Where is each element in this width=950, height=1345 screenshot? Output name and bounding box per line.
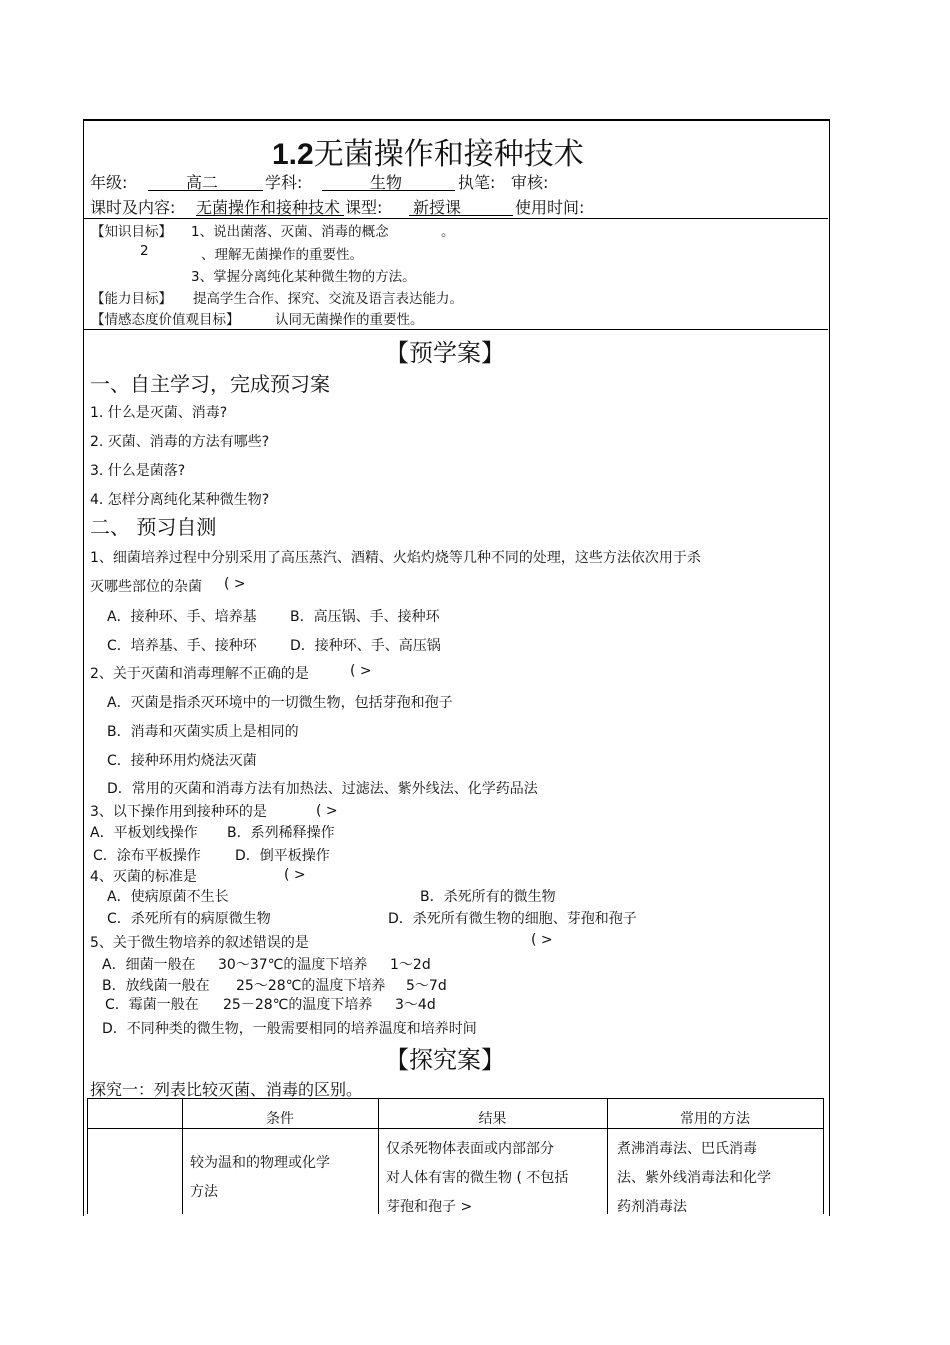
test5-option-a-3: 1～2d (390, 957, 431, 973)
emotion-text: 认同无菌操作的重要性。 (275, 312, 424, 328)
test1-option-c: C．培养基、手、接种环 (107, 638, 257, 654)
test1-option-a: A．接种环、手、培养基 (107, 609, 257, 625)
time-label: 使用时间: (515, 198, 585, 217)
preview-section-2: 二、 预习自测 (90, 515, 217, 539)
table-header-result: 结果 (478, 1111, 507, 1127)
table-header-condition: 条件 (266, 1111, 294, 1127)
grade-label: 年级: (90, 173, 128, 192)
test3-paren: ( > (316, 803, 338, 819)
subject-value: 生物 (370, 173, 403, 192)
test3-option-c: C．涂布平板操作 (93, 848, 201, 864)
explore-heading: 【探究案】 (385, 1046, 505, 1074)
knowledge-2-num: 2 (140, 243, 149, 259)
preview-q4: 4. 怎样分离纯化某种微生物? (90, 492, 270, 508)
preview-q1: 1. 什么是灭菌、消毒? (90, 405, 228, 421)
test3-option-a: A．平板划线操作 (90, 825, 198, 841)
test1-option-b: B．高压锅、手、接种环 (290, 609, 440, 625)
page-title (272, 129, 584, 173)
table-cell-result-line1: 仅杀死物体表面或内部部分 (386, 1141, 554, 1157)
table-col-line-0 (87, 1098, 88, 1214)
test2-question: 2、关于灭菌和消毒理解不正确的是 (90, 666, 309, 682)
test4-option-c: C．杀死所有的病原微生物 (107, 911, 271, 927)
table-cell-condition-line1: 较为温和的物理或化学 (190, 1155, 330, 1171)
test1-line1: 1、细菌培养过程中分别采用了高压蒸汽、酒精、火焰灼烧等几种不同的处理，这些方法依次用于杀 (90, 550, 701, 566)
test4-option-d: D．杀死所有微生物的细胞、芽孢和孢子 (388, 911, 637, 927)
test5-question: 5、关于微生物培养的叙述错误的是 (90, 935, 309, 951)
test1-paren: ( > (224, 576, 246, 592)
title-number: 1.2 (272, 138, 314, 171)
emotion-label: 【情感态度价值观目标】 (91, 312, 240, 328)
knowledge-1: 1、说出菌落、灭菌、消毒的概念 (191, 224, 389, 240)
content-label: 课时及内容: (90, 198, 176, 217)
preview-heading: 【预学案】 (385, 339, 505, 367)
test2-option-a: A．灭菌是指杀灭环境中的一切微生物，包括芽孢和孢子 (107, 695, 453, 711)
subject-label: 学科: (265, 173, 303, 192)
test5-option-a-2: 30～37℃的温度下培养 (218, 957, 368, 973)
test5-option-a-1: A．细菌一般在 (102, 957, 196, 973)
test3-question: 3、以下操作用到接种环的是 (90, 804, 267, 820)
author-label: 执笔: (458, 173, 496, 192)
knowledge-2: 、理解无菌操作的重要性。 (201, 247, 363, 263)
table-cell-condition-line2: 方法 (190, 1184, 218, 1200)
table-cell-result-line2: 对人体有害的微生物 ( 不包括 (386, 1170, 569, 1186)
test1-line2: 灭哪些部位的杂菌 (90, 579, 202, 595)
knowledge-1-end: 。 (441, 224, 455, 240)
preview-q2: 2. 灭菌、消毒的方法有哪些? (90, 434, 270, 450)
test2-option-b: B．消毒和灭菌实质上是相同的 (107, 724, 299, 740)
test2-option-d: D．常用的灭菌和消毒方法有加热法、过滤法、紫外线法、化学药品法 (107, 781, 538, 797)
test5-option-d: D．不同种类的微生物，一般需要相同的培养温度和培养时间 (102, 1021, 477, 1037)
grade-value: 高二 (186, 173, 219, 192)
table-cell-method-line2: 法、紫外线消毒法和化学 (617, 1170, 771, 1186)
test3-option-d: D．倒平板操作 (235, 848, 330, 864)
knowledge-label: 【知识目标】 (91, 224, 172, 240)
type-label: 课型: (345, 198, 383, 217)
test2-paren: ( > (350, 663, 372, 679)
table-cell-result-line3: 芽孢和孢子 > (386, 1199, 473, 1215)
preview-q3: 3. 什么是菌落? (90, 463, 186, 479)
divider-preview-top (84, 329, 828, 330)
divider-objectives-top (84, 218, 828, 219)
table-cell-method-line1: 煮沸消毒法、巴氏消毒 (617, 1141, 757, 1157)
content-underline (196, 215, 344, 216)
test4-option-b: B．杀死所有的微生物 (420, 889, 556, 905)
test1-option-d: D．接种环、手、高压锅 (290, 638, 441, 654)
table-col-line-4 (823, 1098, 824, 1214)
test3-option-b: B．系列稀释操作 (227, 825, 335, 841)
preview-section-1: 一、自主学习，完成预习案 (90, 372, 330, 396)
table-header-method: 常用的方法 (680, 1111, 750, 1127)
table-header-bottom (87, 1128, 824, 1129)
grade-underline (148, 190, 263, 191)
type-underline (409, 215, 513, 216)
test5-paren: ( > (531, 932, 553, 948)
test5-option-c-2: 25－28℃的温度下培养 (223, 997, 373, 1013)
title-text: 无菌操作和接种技术 (313, 137, 584, 172)
test5-option-c-3: 3～4d (395, 997, 436, 1013)
test5-option-b-2: 25～28℃的温度下培养 (236, 978, 386, 994)
test4-option-a: A．使病原菌不生长 (107, 889, 229, 905)
test2-option-c: C．接种环用灼烧法灭菌 (107, 753, 257, 769)
subject-underline (322, 190, 455, 191)
review-label: 审核: (511, 173, 549, 192)
test5-option-b-1: B．放线菌一般在 (102, 978, 210, 994)
ability-text: 提高学生合作、探究、交流及语言表达能力。 (193, 291, 463, 307)
table-top-border (87, 1098, 824, 1099)
knowledge-3: 3、掌握分离纯化某种微生物的方法。 (191, 269, 416, 285)
explore-task-1: 探究一：列表比较灭菌、消毒的区别。 (90, 1080, 363, 1099)
test4-paren: ( > (284, 867, 306, 883)
type-value: 新授课 (413, 198, 462, 217)
test5-option-c-1: C．霉菌一般在 (105, 997, 199, 1013)
table-cell-method-line3: 药剂消毒法 (617, 1199, 687, 1215)
ability-label: 【能力目标】 (91, 291, 172, 307)
test5-option-b-3: 5～7d (406, 978, 447, 994)
test4-question: 4、灭菌的标准是 (90, 869, 197, 885)
content-value: 无菌操作和接种技术 (196, 198, 341, 217)
